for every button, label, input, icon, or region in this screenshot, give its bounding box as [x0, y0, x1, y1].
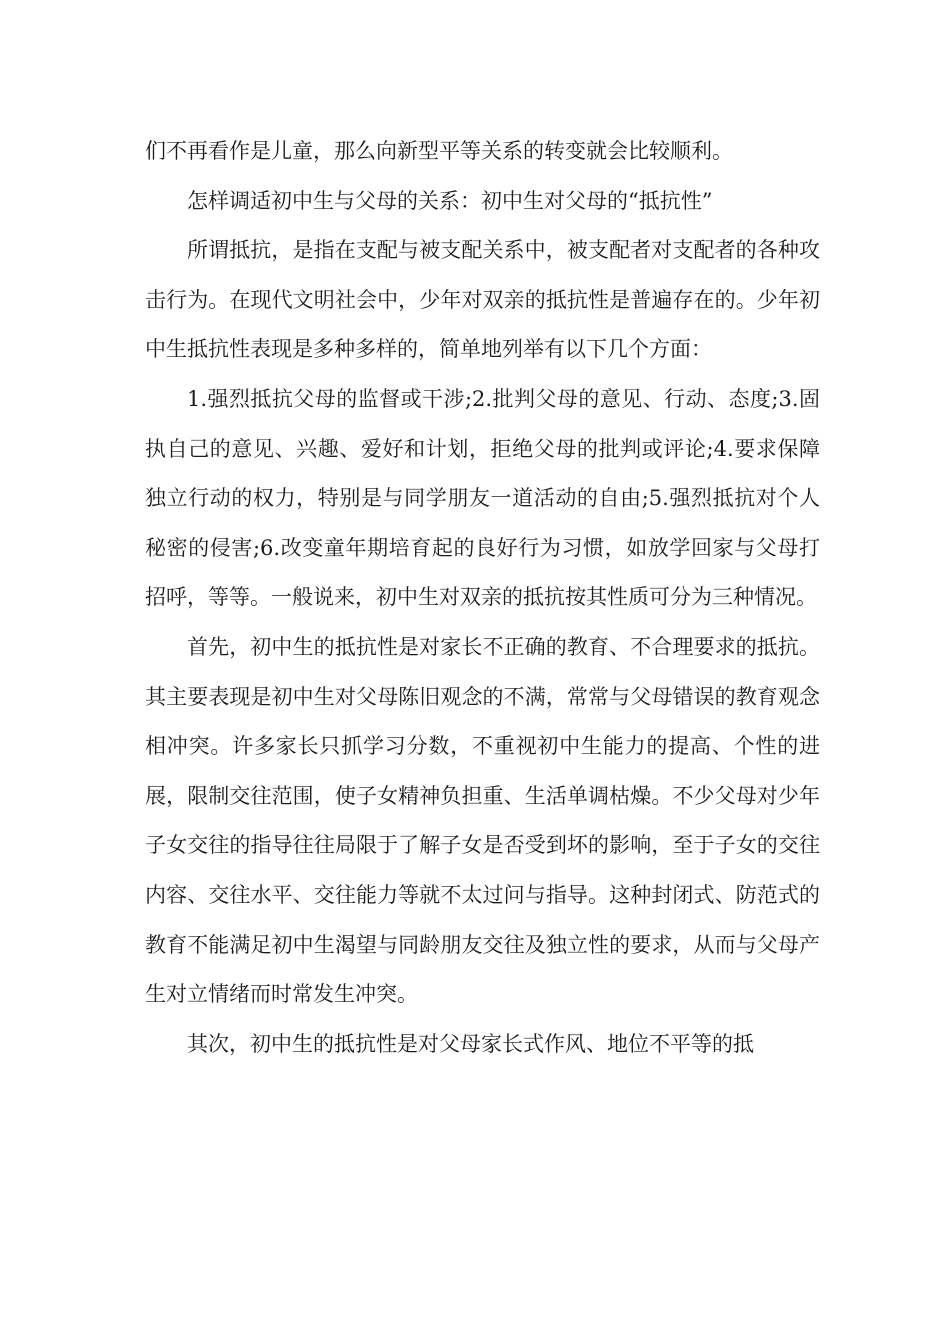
paragraph-definition: 所谓抵抗，是指在支配与被支配关系中，被支配者对支配者的各种攻击行为。在现代文明社会中，少年对双亲的抵抗性是普遍存在的。少年初中生抵抗性表现是多种多样的，简单地列举有以下几个方面： — [145, 238, 820, 362]
paragraph-second-point: 其次，初中生的抵抗性是对父母家长式作风、地位不平等的抵 — [187, 1031, 754, 1056]
paragraph-continuation: 们不再看作是儿童，那么向新型平等关系的转变就会比较顺利。 — [145, 139, 733, 163]
document-page — [145, 127, 820, 1069]
paragraph-first-point: 首先，初中生的抵抗性是对家长不正确的教育、不合理要求的抵抗。其主要表现是初中生对父母陈旧观念的不满，常常与父母错误的教育观念相冲突。许多家长只抓学习分数，不重视初中生能力的提高、个性的进展，限制交往范围，使子女精神负担重、生活单调枯燥。不少父母对少年子女交往的指导往往局限于了解子女是否受到坏的影响，至于子女的交往内容、交往水平、交往能力等就不太过问与指导。这种封闭式、防范式的教育不能满足初中生渴望与同龄朋友交往及独立性的要求，从而与父母产生对立情绪而时常发生冲突。 — [145, 634, 820, 1007]
paragraph-section-heading: 怎样调适初中生与父母的关系：初中生对父母的“抵抗性” — [187, 188, 713, 213]
paragraph-list: 1.强烈抵抗父母的监督或干涉;2.批判父母的意见、行动、态度;3.固执自己的意见、兴趣、爱好和计划，拒绝父母的批判或评论;4.要求保障独立行动的权力，特别是与同学朋友一道活动的自由;5.强烈抵抗对个人秘密的侵害;6.改变童年期培育起的良好行为习惯，如放学回家与父母打招呼，等等。一般说来，初中生对双亲的抵抗按其性质可分为三种情况。 — [145, 386, 820, 610]
